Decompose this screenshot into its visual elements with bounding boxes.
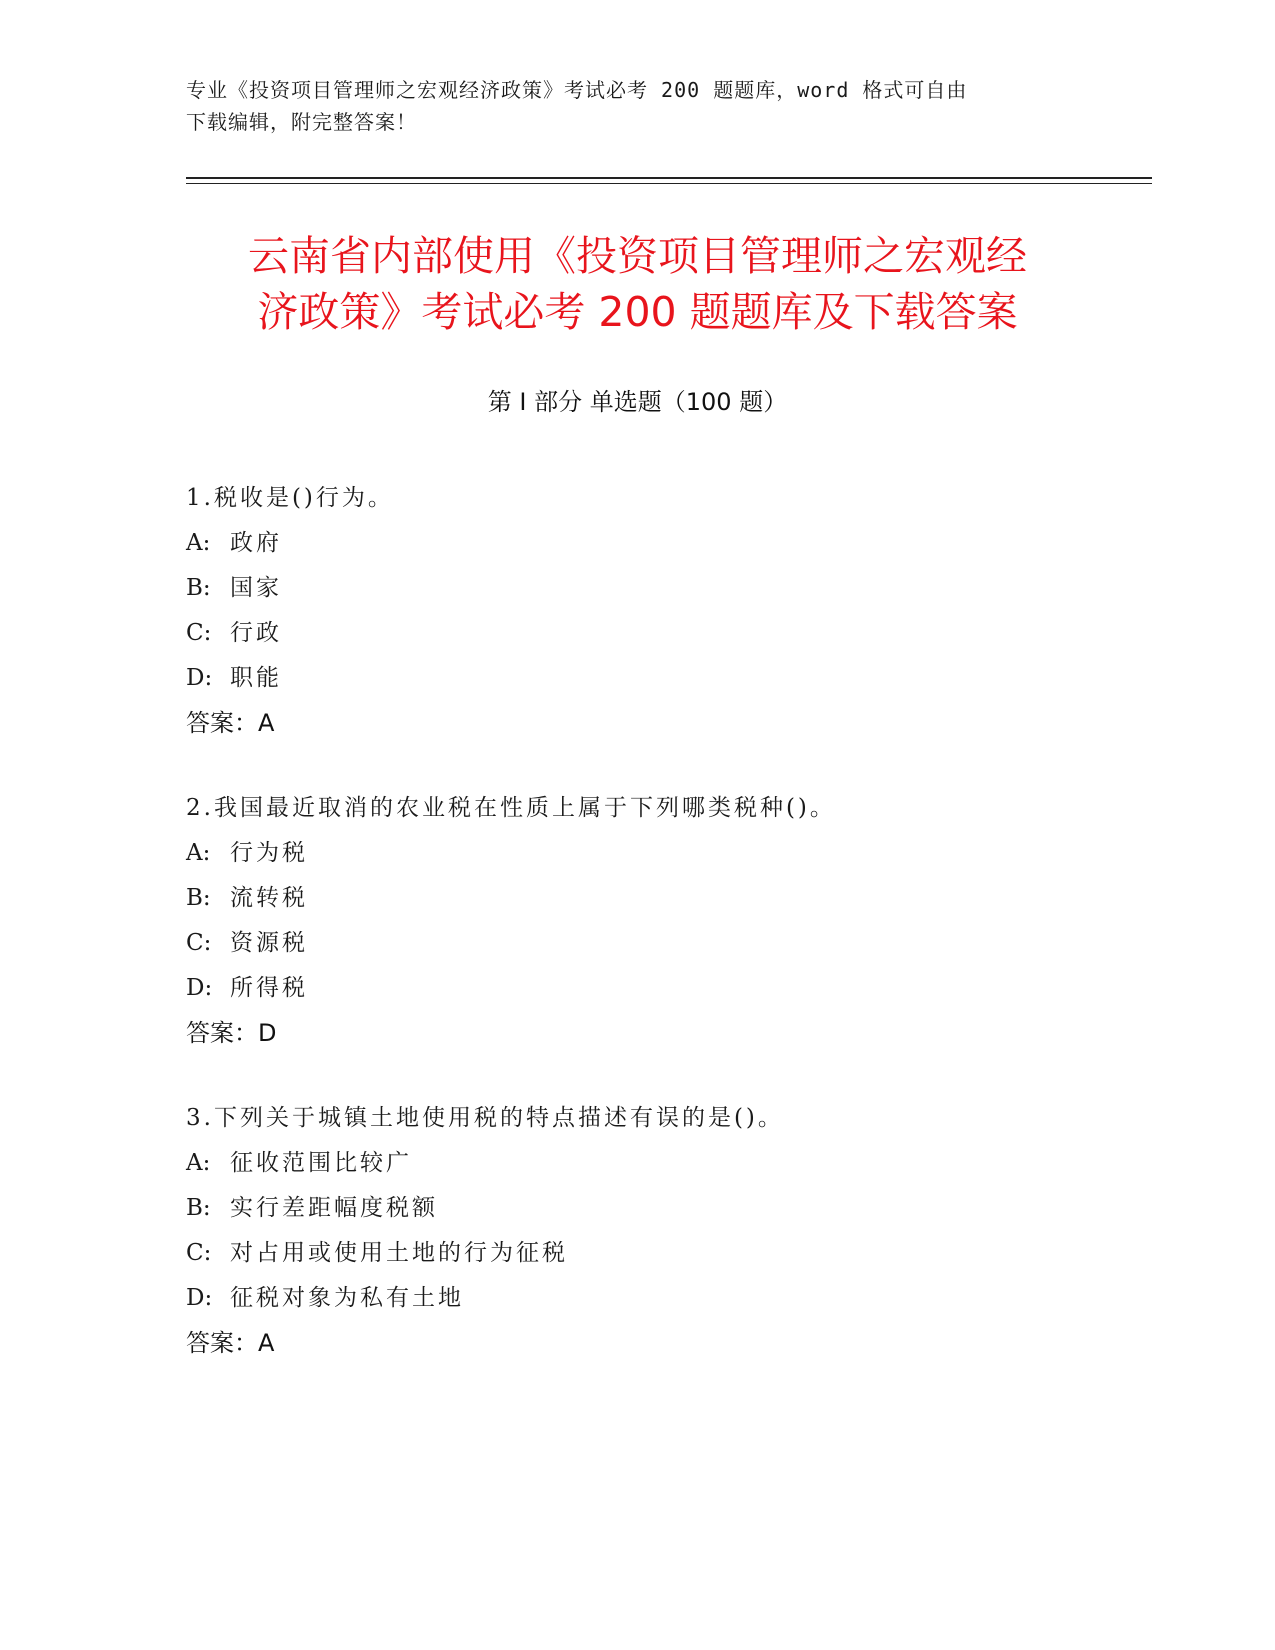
option-d	[186, 966, 1146, 1011]
option-key: B:	[186, 885, 211, 911]
document-title-line-2: 济政策》考试必考 200 题题库及下载答案	[257, 288, 1018, 336]
option-key: B:	[186, 575, 211, 601]
question-list	[186, 476, 1146, 1406]
option-text: 所得税	[230, 975, 308, 1001]
option-text: 政府	[230, 530, 282, 556]
option-b	[186, 1186, 1146, 1231]
option-text: 征收范围比较广	[230, 1150, 412, 1176]
question-1	[186, 476, 1146, 746]
option-text: 行为税	[230, 840, 308, 866]
option-a	[186, 1141, 1146, 1186]
option-a	[186, 521, 1146, 566]
option-text: 国家	[230, 575, 282, 601]
section-title: 第 I 部分 单选题（100 题）	[487, 388, 788, 416]
option-key: D:	[186, 1285, 213, 1311]
option-key: A:	[186, 840, 211, 866]
option-text: 职能	[230, 665, 282, 691]
option-key: C:	[186, 620, 212, 646]
option-text: 行政	[230, 620, 282, 646]
option-text: 流转税	[230, 885, 308, 911]
option-key: C:	[186, 1240, 212, 1266]
answer-line: 答案：D	[186, 1019, 277, 1047]
option-b	[186, 876, 1146, 921]
option-key: D:	[186, 665, 213, 691]
option-text: 征税对象为私有土地	[230, 1285, 464, 1311]
header-divider-thick	[186, 177, 1152, 179]
option-text: 实行差距幅度税额	[230, 1195, 438, 1221]
option-a	[186, 831, 1146, 876]
option-text: 对占用或使用土地的行为征税	[230, 1240, 568, 1266]
question-stem: 3.下列关于城镇土地使用税的特点描述有误的是()。	[186, 1105, 784, 1131]
document-title-line-1: 云南省内部使用《投资项目管理师之宏观经	[248, 232, 1027, 280]
answer-line: 答案：A	[186, 1329, 275, 1357]
header-divider-thin	[186, 183, 1152, 184]
option-c	[186, 921, 1146, 966]
header-note-line-2: 下载编辑，附完整答案！	[186, 110, 417, 134]
option-key: A:	[186, 1150, 211, 1176]
option-c	[186, 1231, 1146, 1276]
question-3	[186, 1096, 1146, 1366]
option-d	[186, 656, 1146, 701]
answer-line: 答案：A	[186, 709, 275, 737]
option-key: A:	[186, 530, 211, 556]
header-note-line-1: 专业《投资项目管理师之宏观经济政策》考试必考 200 题题库，word 格式可自由	[186, 78, 968, 102]
option-key: B:	[186, 1195, 211, 1221]
option-c	[186, 611, 1146, 656]
option-d	[186, 1276, 1146, 1321]
document-title	[150, 228, 1125, 340]
option-key: C:	[186, 930, 212, 956]
question-2	[186, 786, 1146, 1056]
option-text: 资源税	[230, 930, 308, 956]
question-stem: 2.我国最近取消的农业税在性质上属于下列哪类税种()。	[186, 795, 836, 821]
option-key: D:	[186, 975, 213, 1001]
option-b	[186, 566, 1146, 611]
header-note	[186, 74, 1086, 138]
question-stem: 1.税收是()行为。	[186, 485, 394, 511]
